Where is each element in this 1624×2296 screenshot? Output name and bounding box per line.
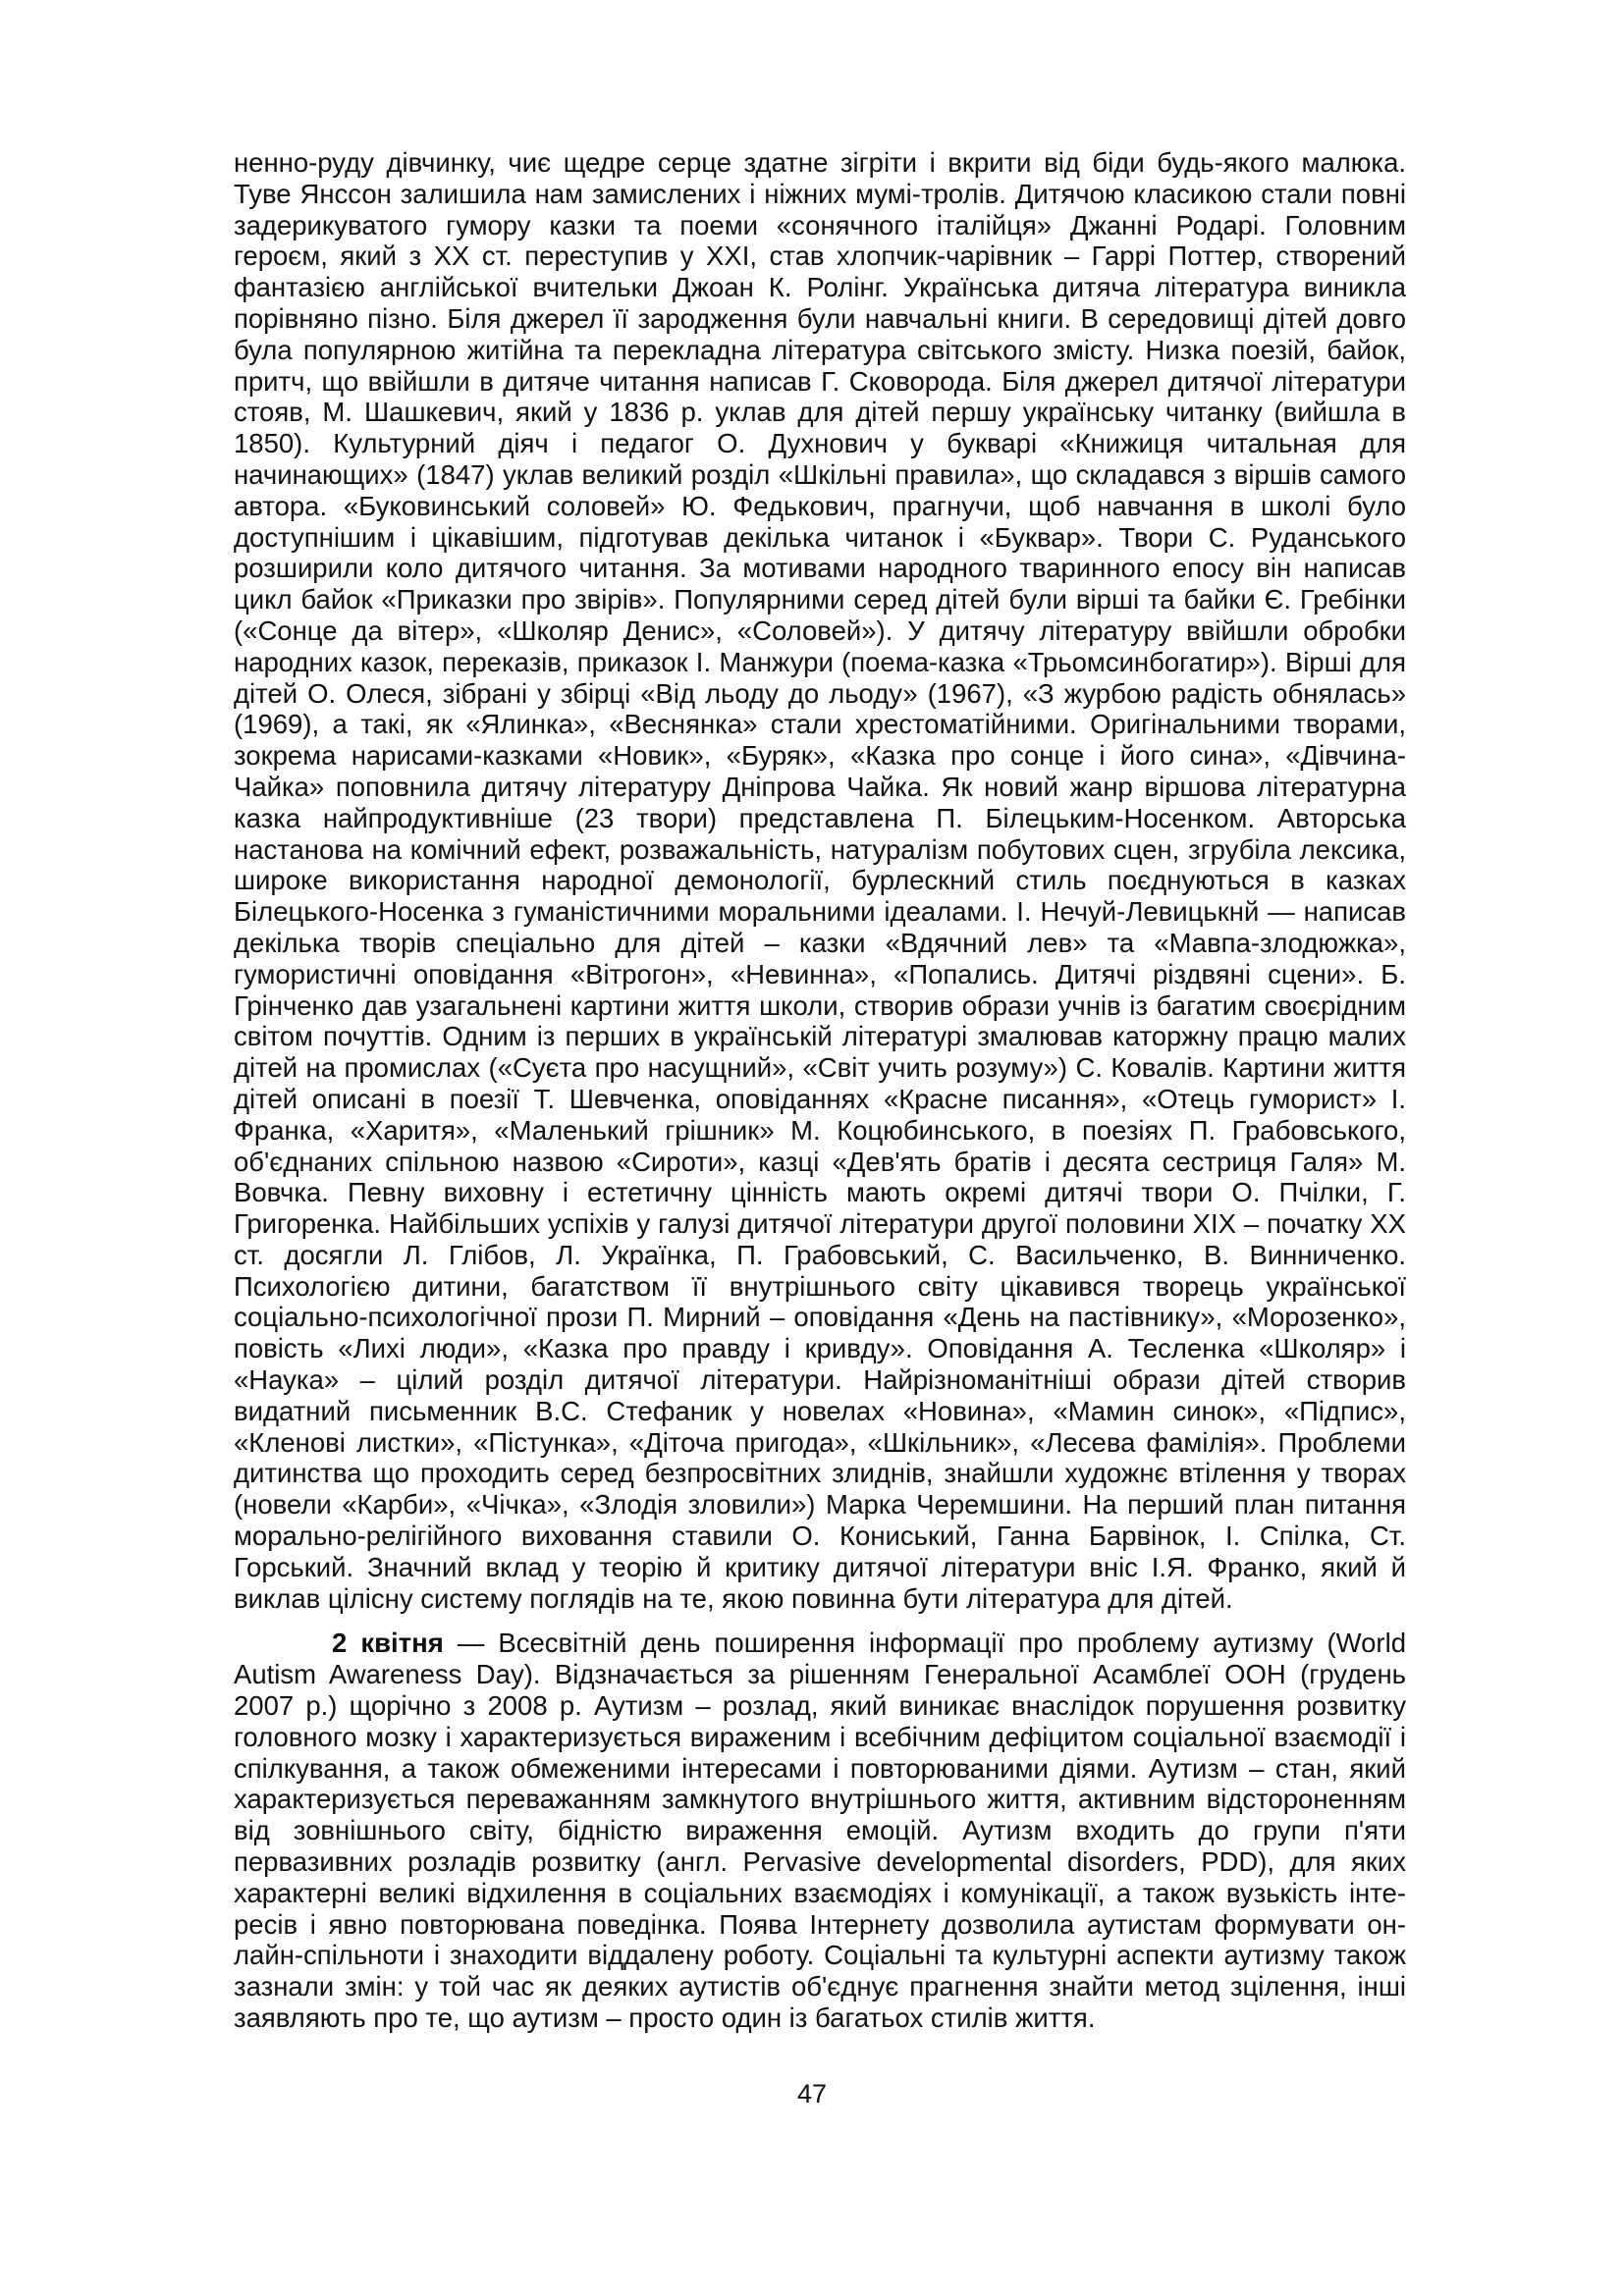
body-paragraph-autism-day: [234, 1628, 1406, 2033]
body-paragraph-literature: ненно-руду дівчинку, чиє щедре серце здатне зігріти і вкрити від біди будь-якого малюка. Туве Янссон залишила нам замислених і ніжних мумі-тролів. Дитячою класикою стали повні задерикуватого гумору казки та поеми «сонячного італійця» Джанні Родарі. Головним героєм, який з XX ст. переступив у XXI, став хлопчик-чарівник – Гаррі Поттер, створений фантазією англійської вчительки Джоан К. Ролінг. Українська дитяча література виникла порівняно пізно. Біля джерел її зародження були навчальні книги. В середовищі дітей довго була популярною житійна та перекладна література світського змісту. Низка поезій, байок, притч, що ввійшли в дитяче читання написав Г. Сковорода. Біля джерел дитячої літератури стояв, М. Шашкевич, який у 1836 р. уклав для дітей першу українську читанку (вийшла в 1850). Культурний діяч і педагог О. Духнович у букварі «Книжиця читальная для начинающих» (1847) уклав великий розділ «Шкільні правила», що складався з віршів самого автора. «Буковинський соловей» Ю. Федькович, прагнучи, щоб навчання в школі було доступнішим і цікавішим, підготував декілька читанок і «Буквар». Твори С. Руданського розширили коло дитячого читання. За мотивами народного тваринного епосу він написав цикл байок «Приказки про звірів». Популярними серед дітей були вірші та байки Є. Гребінки («Сонце да вітер», «Школяр Денис», «Соловей»). У дитячу літературу ввійшли обробки народних казок, переказів, приказок І. Манжури (поема-казка «Трьомсинбогатир»). Вірші для дітей О. Олеся, зібрані у збірці «Від льоду до льоду» (1967), «З журбою радість обнялась» (1969), а такі, як «Ялинка», «Веснянка» стали хрестоматійними. Оригінальними творами, зокрема нарисами-казками «Новик», «Буряк», «Казка про сонце і його сина», «Дівчина-Чайка» поповнила дитячу літературу Дніпрова Чайка. Як новий жанр віршова літературна казка найпродуктивніше (23 твори) представлена П. Білецьким-Носенком. Авторська настанова на комічний ефект, розважальність, натуралізм побутових сцен, згрубіла лексика, широке використання народної демонології, бурлескний стиль поєднуються в казках Білецького-Носенка з гуманістичними моральними ідеалами. І. Нечуй-Левицькнй — написав декілька творів спеціально для дітей – казки «Вдячний лев» та «Мавпа-злодюжка», гумористичні оповідання «Вітрогон», «Невинна», «Попались. Дитячі різдвяні сцени». Б. Грінченко дав узагальнені картини життя школи, створив образи учнів із багатим своєрідним світом почуттів. Одним із перших в українській літературі змалював каторжну працю малих дітей на промислах («Суєта про насущний», «Світ учить розуму») С. Ковалів. Картини життя дітей описані в поезії Т. Шевченка, оповіданнях «Красне писання», «Отець гуморист» І. Франка, «Харитя», «Маленький грішник» М. Коцюбинського, в поезіях П. Грабовського, об'єднаних спільною назвою «Сироти», казці «Дев'ять братів і десята сестриця Галя» М. Вовчка. Певну виховну і естетичну цінність мають окремі дитячі твори О. Пчілки, Г. Григоренка. Найбільших успіхів у галузі дитячої літератури другої половини XIX – початку XX ст. досягли Л. Глібов, Л. Українка, П. Грабовський, С. Васильченко, В. Винниченко. Психологією дитини, багатством її внутрішнього світу цікавився творець української соціально-психологічної прози П. Мирний – оповідання «День на пастівнику», «Морозенко», повість «Лихі люди», «Казка про правду і кривду». Оповідання А. Тесленка «Школяр» і «Наука» – цілий розділ дитячої літератури. Найрізноманітніші образи дітей створив видатний письменник В.С. Стефаник у новелах «Новина», «Мамин синок», «Підпис», «Кленові листки», «Пістунка», «Діточа пригода», «Шкільник», «Лесева фамілія». Проблеми дитинства що проходить серед безпросвітних злиднів, знайшли художнє втілення у творах (новели «Карби», «Чічка», «Злодія зловили») Марка Черемшини. На перший план питання морально-релігійного виховання ставили О. Кониський, Ганна Барвінок, І. Спілка, Ст. Горський. Значний вклад у теорію й критику дитячої літератури вніс І.Я. Франко, який й виклав цілісну систему поглядів на те, якою повинна бути література для дітей.: [234, 147, 1406, 1614]
paragraph-text: — Всесвітній день поширення інформації про проблему аутизму (World Autism Awareness Day). Відзначається за рішенням Генеральної Асамблеї ООН (грудень 2007 р.) щорічно з 2008 р. Аутизм – розлад, який виникає внаслідок порушення розвитку головного мозку і характеризується вираженим і всебічним дефіцитом соціальної взаємодії і спілкування, а також обмеженими інтересами і повторюваними діями. Аутизм – стан, який характеризується переважанням замкнутого внутрішнього життя, активним відстороненням від зовнішнього світу, бідністю вираження емоцій. Аутизм входить до групи п'яти первазивних розладів розвитку (англ. Pervasive developmental disorders, PDD), для яких характерні великі відхилення в соціальних взаємодіях і комунікації, а також вузькість інтересів і явно повторювана поведінка. Поява Інтернету дозволила аутистам формувати онлайн-спільноти і знаходити віддалену роботу. Соціальні та культурні аспекти аутизму також зазнали змін: у той час як деяких аутистів об'єднує прагнення знайти метод зцілення, інші заявляють про те, що аутизм – просто один із багатьох стилів життя.: [234, 1628, 1406, 2034]
date-lead: 2 квітня: [332, 1628, 444, 1659]
page-number: 47: [796, 2079, 828, 2109]
page-body: [234, 147, 1406, 2034]
